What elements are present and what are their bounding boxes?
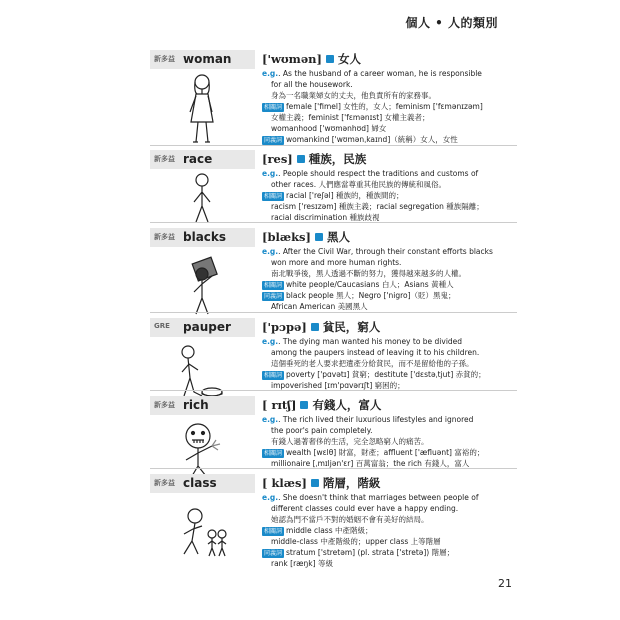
pronunciation: [ rɪtʃ] bbox=[262, 398, 297, 412]
pronunciation-line bbox=[262, 50, 517, 68]
related-line: 女權主義；feminist ['fɛmənɪst] 女權主義者； bbox=[271, 113, 430, 122]
entry-content bbox=[262, 318, 517, 391]
headword-bar bbox=[150, 150, 255, 169]
headword-bar bbox=[150, 396, 255, 415]
example-line: different classes could ever have a happy ending. bbox=[271, 504, 459, 513]
related-line: womanhood ['wʊmənhʊd] 婦女 bbox=[271, 124, 387, 133]
related-tag: 相關詞 bbox=[264, 528, 283, 535]
example-zh: 身為一名職業婦女的丈夫，他負責所有的家務事。 bbox=[271, 91, 436, 100]
level-badge: 新多益 bbox=[154, 401, 175, 409]
meaning: 種族，民族 bbox=[308, 152, 367, 166]
noun-icon bbox=[315, 233, 323, 241]
class-illustration bbox=[150, 496, 255, 571]
example-zh: 她認為門不當戶不對的婚姻不會有美好的結局。 bbox=[271, 515, 429, 524]
example-line: . After the Civil War, through their constant efforts blacks bbox=[278, 247, 493, 256]
headword: race bbox=[183, 152, 213, 166]
noun-icon bbox=[311, 479, 319, 487]
noun-icon bbox=[326, 55, 334, 63]
related-line: poverty ['pɑvətɪ] 貧窮；destitute ['dɛstəˌtjut] 赤貧的； bbox=[286, 370, 486, 379]
headword-bar bbox=[150, 318, 255, 337]
headword-bar bbox=[150, 228, 255, 247]
example-zh: 這個垂死的老人要求把遺產分給貧民，而不是留給他的子孫。 bbox=[271, 359, 474, 368]
level-badge: 新多益 bbox=[154, 479, 175, 487]
related-tag: 相關詞 bbox=[264, 450, 283, 457]
related-tag: 相關詞 bbox=[264, 193, 283, 200]
example-line: . As the husband of a career woman, he is responsible bbox=[278, 69, 482, 78]
rich-illustration bbox=[150, 418, 255, 478]
synonym-tag: 同義詞 bbox=[264, 550, 283, 557]
meaning: 階層，階級 bbox=[322, 476, 381, 490]
meaning: 貧民，窮人 bbox=[322, 320, 381, 334]
blacks-illustration bbox=[150, 250, 255, 320]
eg-label: e.g. bbox=[262, 493, 279, 502]
related-line: wealth [wɛlθ] 財富，財產；affluent ['æfluənt] 富裕的； bbox=[286, 448, 485, 457]
noun-icon bbox=[300, 401, 308, 409]
pronunciation: ['wʊmən] bbox=[262, 52, 322, 66]
synonym-line: rank [ræŋk] 等級 bbox=[271, 559, 333, 568]
divider bbox=[150, 312, 517, 313]
related-line: white people/Caucasians 白人；Asians 黃種人 bbox=[286, 280, 454, 289]
headword-bar bbox=[150, 50, 255, 69]
level-badge: GRE bbox=[154, 322, 170, 330]
eg-label: e.g. bbox=[262, 337, 279, 346]
entry-content bbox=[262, 228, 517, 312]
meaning: 黑人 bbox=[326, 230, 350, 244]
example-line: . The rich lived their luxurious lifestyles and ignored bbox=[278, 415, 474, 424]
pronunciation-line bbox=[262, 474, 517, 492]
pronunciation-line bbox=[262, 228, 517, 246]
example-line: for all the housework. bbox=[271, 80, 353, 89]
pauper-illustration bbox=[150, 340, 255, 402]
pronunciation-line bbox=[262, 150, 517, 168]
divider bbox=[150, 145, 517, 146]
eg-label: e.g. bbox=[262, 247, 279, 256]
synonym-line: stratum ['stretəm] (pl. strata ['stretə]) 階層； bbox=[286, 548, 455, 557]
page-number: 21 bbox=[498, 577, 512, 590]
divider bbox=[150, 390, 517, 391]
pronunciation: [blæks] bbox=[262, 230, 311, 244]
example-line: . She doesn't think that marriages between people of bbox=[278, 493, 479, 502]
eg-label: e.g. bbox=[262, 69, 279, 78]
pronunciation-line bbox=[262, 396, 517, 414]
related-line: racism ['resɪzəm] 種族主義；racial segregation 種族隔離； bbox=[271, 202, 484, 211]
pronunciation: [ klæs] bbox=[262, 476, 307, 490]
race-illustration bbox=[150, 172, 255, 227]
divider bbox=[150, 468, 517, 469]
synonym-tag: 同義詞 bbox=[264, 293, 283, 300]
synonym-tag: 同義詞 bbox=[264, 137, 283, 144]
pronunciation: [res] bbox=[262, 152, 293, 166]
headword: rich bbox=[183, 398, 209, 412]
example-en bbox=[262, 68, 517, 79]
example-line: won more and more human rights. bbox=[271, 258, 402, 267]
synonym-line: black people 黑人；Negro ['nigro]（貶）黑鬼； bbox=[286, 291, 456, 300]
woman-illustration bbox=[150, 72, 255, 147]
level-badge: 新多益 bbox=[154, 233, 175, 241]
pronunciation-line bbox=[262, 318, 517, 336]
example-line: . The dying man wanted his money to be divided bbox=[278, 337, 463, 346]
headword-bar bbox=[150, 474, 255, 493]
entry-content bbox=[262, 474, 517, 569]
example-zh: 南北戰爭後，黑人透過不斷的努力，獲得越來越多的人權。 bbox=[271, 269, 466, 278]
level-badge: 新多益 bbox=[154, 155, 175, 163]
example-line: . People should respect the traditions and customs of bbox=[278, 169, 479, 178]
related-line: female ['fimel] 女性的，女人；feminism ['fɛmənɪzəm] bbox=[286, 102, 483, 111]
example-line: among the paupers instead of leaving it to his children. bbox=[271, 348, 480, 357]
related-tag: 相關詞 bbox=[264, 282, 283, 289]
meaning: 有錢人，富人 bbox=[312, 398, 382, 412]
noun-icon bbox=[297, 155, 305, 163]
page-header: 個人 • 人的類別 bbox=[405, 16, 498, 30]
example-zh: 有錢人過著奢侈的生活，完全忽略窮人的痛苦。 bbox=[271, 437, 429, 446]
entry-content bbox=[262, 150, 517, 223]
entry-content bbox=[262, 396, 517, 469]
headword: woman bbox=[183, 52, 232, 66]
noun-icon bbox=[311, 323, 319, 331]
level-badge: 新多益 bbox=[154, 55, 175, 63]
example-line: other races. 人們應當尊重其他民族的傳統和風俗。 bbox=[271, 180, 446, 189]
headword: blacks bbox=[183, 230, 227, 244]
related-line: middle-class 中產階級的；upper class 上等階層 bbox=[271, 537, 441, 546]
eg-label: e.g. bbox=[262, 415, 279, 424]
headword: pauper bbox=[183, 320, 231, 334]
meaning: 女人 bbox=[337, 52, 361, 66]
entry-content bbox=[262, 50, 517, 145]
related-line: racial discrimination 種族歧視 bbox=[271, 213, 380, 222]
synonym-line: womankind ['wʊmənˌkaɪnd]（統稱）女人，女性 bbox=[286, 135, 458, 144]
related-line: racial ['reʃəl] 種族的，種族間的； bbox=[286, 191, 404, 200]
related-line: millionaire [ˌmɪljən'ɛr] 百萬富翁；the rich 有錢人，富人 bbox=[271, 459, 470, 468]
related-line: middle class 中產階級； bbox=[286, 526, 373, 535]
related-tag: 相關詞 bbox=[264, 104, 283, 111]
eg-label: e.g. bbox=[262, 169, 279, 178]
related-tag: 相關詞 bbox=[264, 372, 283, 379]
example-line: the poor's pain completely. bbox=[271, 426, 373, 435]
headword: class bbox=[183, 476, 217, 490]
related-line: impoverished [ɪm'pɑvərɪʃt] 窮困的； bbox=[271, 381, 405, 390]
pronunciation: ['pɔpə] bbox=[262, 320, 307, 334]
divider bbox=[150, 222, 517, 223]
synonym-line: African American 美國黑人 bbox=[271, 302, 368, 311]
